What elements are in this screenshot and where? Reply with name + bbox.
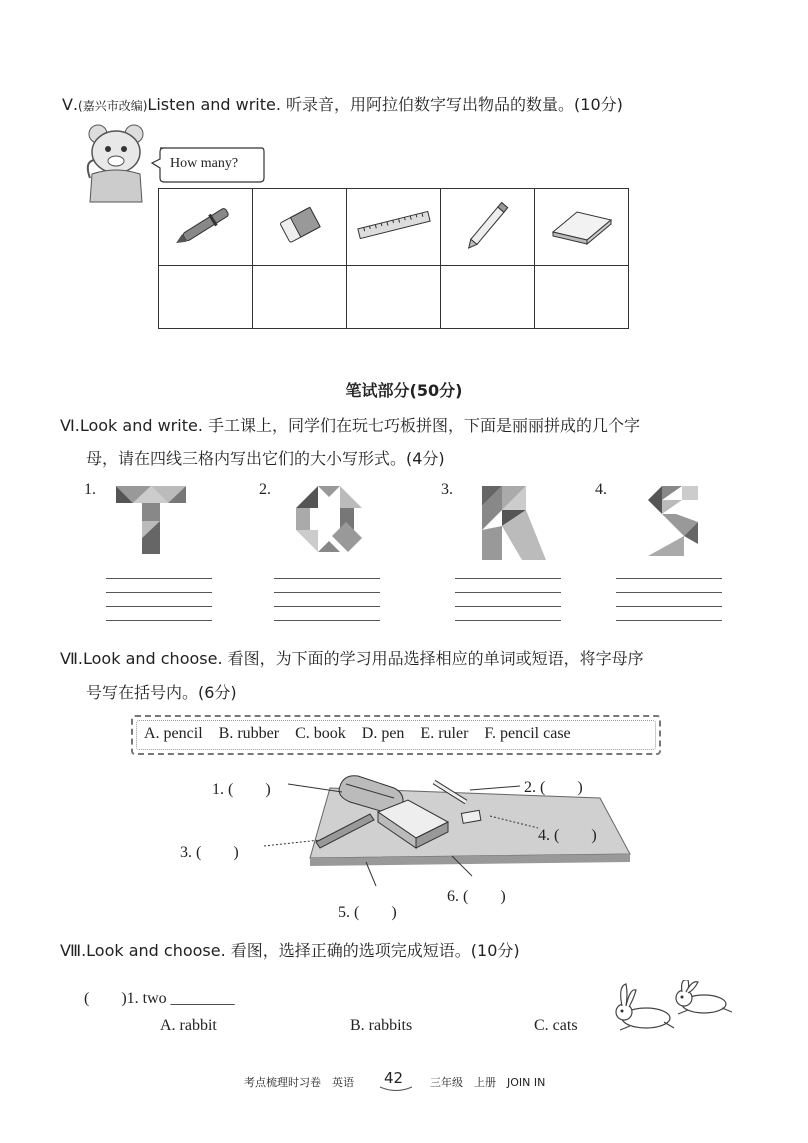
section7-line2: 号写在括号内。(6分) — [86, 683, 237, 702]
section5-title — [62, 92, 623, 115]
writing-lines-1[interactable] — [106, 578, 212, 620]
tangram-letter-s-icon — [648, 486, 700, 558]
page-number: 42 — [384, 1069, 404, 1087]
cell-ruler — [347, 189, 441, 266]
section7-instruction-1: Look and choose. 看图，为下面的学习用品选择相应的单词或短语，将字母序 — [83, 649, 644, 668]
section6-line1 — [60, 413, 640, 436]
rabbits-icon — [608, 980, 738, 1036]
section5-numeral: Ⅴ. — [62, 95, 79, 114]
tangram-letter-t-icon — [116, 486, 188, 556]
option-a: A. pencil — [144, 725, 203, 742]
footer-left: 考点梳理时习卷 英语 — [244, 1076, 354, 1089]
pencil-icon — [458, 199, 518, 251]
question-1[interactable]: ( )1. two ________ — [84, 990, 235, 1007]
scene-label-1[interactable]: 1. ( ) — [212, 781, 271, 798]
cell-rubber — [253, 189, 347, 266]
speech-text: How many? — [170, 156, 239, 171]
cell-book — [535, 189, 629, 266]
choice-b[interactable]: B. rabbits — [350, 1017, 413, 1034]
section6-instruction-1: Look and write. 手工课上，同学们在玩七巧板拼图，下面是丽丽拼成的几个字 — [79, 416, 640, 435]
scene-label-2[interactable]: 2. ( ) — [524, 779, 583, 796]
section6-line2: 母，请在四线三格内写出它们的大小写形式。(4分) — [86, 449, 445, 468]
option-e: E. ruler — [420, 725, 469, 742]
section8-numeral: Ⅷ. — [60, 941, 87, 960]
pen-icon — [171, 203, 241, 247]
option-b: B. rubber — [218, 725, 280, 742]
choice-a[interactable]: A. rabbit — [160, 1017, 217, 1034]
section5-instruction: Listen and write. 听录音，用阿拉伯数字写出物品的数量。(10分) — [147, 95, 623, 114]
footer-right: 三年级 上册 JOIN IN — [430, 1076, 546, 1089]
count-table — [158, 188, 629, 329]
tangram-num-1: 1. — [84, 481, 96, 498]
page-number-ornament-icon — [378, 1085, 414, 1093]
section7-numeral: Ⅶ. — [60, 649, 83, 668]
section8-instruction: Look and choose. 看图，选择正确的选项完成短语。(10分) — [86, 941, 520, 960]
option-f: F. pencil case — [484, 725, 571, 742]
option-d: D. pen — [361, 725, 405, 742]
choice-c[interactable]: C. cats — [534, 1017, 578, 1034]
scene-label-3[interactable]: 3. ( ) — [180, 844, 239, 861]
scene-label-6[interactable]: 6. ( ) — [447, 888, 506, 905]
scene-label-5[interactable]: 5. ( ) — [338, 904, 397, 921]
section6-numeral: Ⅵ. — [60, 416, 80, 435]
tangram-num-3: 3. — [441, 481, 453, 498]
answer-cell-pen[interactable] — [159, 266, 253, 329]
cell-pencil — [441, 189, 535, 266]
option-c: C. book — [295, 725, 346, 742]
writing-lines-3[interactable] — [455, 578, 561, 620]
writing-lines-2[interactable] — [274, 578, 380, 620]
bear-mascot-icon — [84, 122, 154, 206]
word-bank — [144, 725, 587, 743]
written-part-heading: 笔试部分(50分) — [345, 381, 463, 400]
tangram-num-2: 2. — [259, 481, 271, 498]
answer-cell-book[interactable] — [535, 266, 629, 329]
writing-lines-4[interactable] — [616, 578, 722, 620]
answer-cell-ruler[interactable] — [347, 266, 441, 329]
section5-source: (嘉兴市改编) — [78, 99, 148, 113]
cell-pen — [159, 189, 253, 266]
answer-cell-rubber[interactable] — [253, 266, 347, 329]
answer-cell-pencil[interactable] — [441, 266, 535, 329]
section8-title — [60, 938, 520, 961]
tangram-letter-r-icon — [482, 486, 546, 562]
book-icon — [547, 202, 617, 248]
tangram-letter-q-icon — [296, 486, 362, 558]
rubber-icon — [265, 200, 335, 250]
ruler-icon — [354, 205, 434, 245]
scene-label-4[interactable]: 4. ( ) — [538, 827, 597, 844]
section7-line1 — [60, 646, 644, 669]
tangram-num-4: 4. — [595, 481, 607, 498]
